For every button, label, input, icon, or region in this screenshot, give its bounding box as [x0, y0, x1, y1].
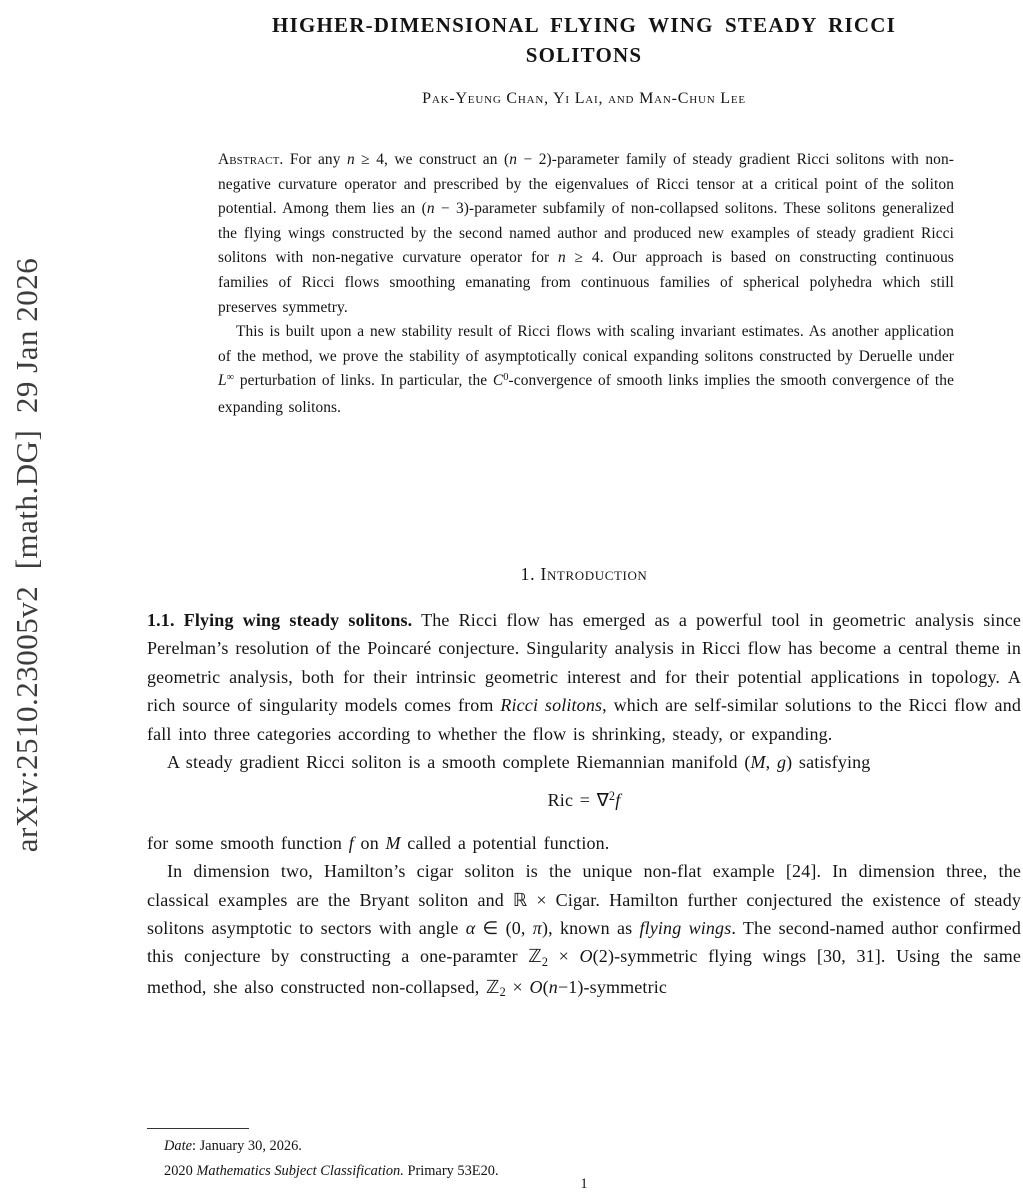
footnote-date	[147, 1134, 1021, 1159]
text-segment: − 3)-parameter subfamily of non-collapsed solitons. These solitons generalized the flying wings constructed by the second named author and produced new examples of steady gradient Ricci solitons with non-negative curvature operator for	[218, 200, 954, 267]
paper-content	[147, 0, 1022, 1192]
text-segment: ) satisfying	[786, 752, 871, 773]
body-paragraph-3	[147, 829, 1021, 857]
text-segment: O	[529, 976, 543, 997]
text-segment: ∈ (0,	[475, 918, 533, 939]
text-segment: . The second-named author confirmed this conjecture by constructing a one-paramter ℤ	[147, 918, 1021, 967]
page-number: 1	[580, 1176, 588, 1192]
text-segment: For any	[283, 151, 347, 168]
footnote-rule	[147, 1128, 249, 1129]
text-segment: Date	[164, 1138, 192, 1154]
text-segment: ×	[505, 976, 530, 997]
text-segment: f	[615, 790, 621, 811]
text-segment: The Ricci flow has emerged as a powerful tool in geometric analysis since Perelman’s resolution of the Poincaré conjecture. Singularity analysis in Ricci flow has become a central theme in geometric analysis, both for their intrinsic geometric interest and for their potential applications in topology. A rich source of singularity models comes from	[147, 610, 1022, 716]
text-segment: π	[532, 918, 542, 939]
text-segment: g	[776, 752, 787, 773]
text-segment: for some smooth function	[147, 832, 349, 853]
text-segment: ∞	[226, 372, 235, 384]
text-segment: , which are self-similar solutions to the Ricci flow and fall into three categories according to whether the flow is shrinking, steady, or expanding.	[147, 695, 1021, 744]
text-segment: ×	[548, 946, 580, 967]
authors-line: Pak-Yeung Chan, Yi Lai, and Man-Chun Lee	[422, 90, 746, 107]
text-segment: n	[426, 200, 435, 218]
text-segment: f	[348, 832, 354, 853]
text-segment: ≥ 4, we construct an (	[354, 151, 510, 168]
text-segment: : January 30, 2026.	[191, 1138, 302, 1154]
text-segment: −1)-symmetric	[557, 976, 668, 997]
text-segment: Mathematics Subject Classification.	[196, 1162, 404, 1179]
introduction-body	[147, 606, 1021, 1003]
text-segment: ,	[765, 752, 777, 773]
text-segment: on	[353, 832, 386, 853]
text-segment: 0	[503, 372, 509, 384]
text-segment: flying wings	[639, 918, 732, 939]
text-segment: M	[750, 752, 766, 773]
text-segment: M	[385, 832, 401, 853]
text-segment: n	[346, 151, 355, 168]
text-segment: A steady gradient Ricci soliton is a smooth complete Riemannian manifold (	[167, 752, 751, 773]
text-segment: 2	[499, 984, 506, 999]
body-paragraph-2	[147, 748, 1021, 776]
text-segment: n	[548, 976, 558, 997]
text-segment: C	[492, 372, 504, 390]
text-segment: 1.1. Flying wing steady solitons.	[147, 610, 413, 630]
text-segment: O	[579, 946, 593, 967]
text-segment: -convergence of smooth links implies the smooth convergence of the expanding solitons.	[218, 372, 955, 416]
text-segment: Ric = ∇	[547, 790, 609, 811]
footnote-block	[147, 1128, 1021, 1183]
body-paragraph-1	[147, 606, 1021, 748]
text-segment: 2	[541, 954, 549, 969]
abstract	[218, 148, 954, 421]
abstract-paragraph-2	[218, 320, 954, 420]
text-segment: 2	[608, 789, 616, 804]
text-segment: Ricci solitons	[500, 695, 603, 716]
arxiv-watermark: arXiv:2510.23005v2 [math.DG] 29 Jan 2026	[9, 257, 44, 853]
paper-title-line-1: HIGHER-DIMENSIONAL FLYING WING STEADY RICCI	[272, 13, 896, 37]
paper-title-line-2: SOLITONS	[525, 43, 643, 67]
text-segment: perturbation of links. In particular, the	[234, 372, 493, 390]
text-segment: In dimension two, Hamilton’s cigar soliton is the unique non-flat example [24]. In dimension three, the classical examples are the Bryant soliton and ℝ × Cigar. Hamilton further conjectured the existence of steady solitons asymptotic to sectors with angle	[147, 861, 1021, 939]
text-segment: Primary 53E20.	[403, 1162, 499, 1179]
text-segment: n	[558, 249, 566, 267]
text-segment: Abstract.	[218, 151, 284, 168]
abstract-paragraph-1	[218, 148, 954, 320]
text-segment: n	[509, 151, 517, 168]
text-segment: (2)-symmetric flying wings [30, 31]. Using the same method, she also constructed non-collapsed, ℤ	[147, 946, 1021, 997]
text-segment: − 2)-parameter family of steady gradient Ricci solitons with non-negative curvature operator and prescribed by the eigenvalues of Ricci tensor at a critical point of the soliton potential. Among them lies an (	[218, 151, 955, 218]
text-segment: α	[465, 918, 476, 939]
text-segment: 2020	[164, 1162, 197, 1179]
text-segment: This is built upon a new stability result of Ricci flows with scaling invariant estimates. As another application of the method, we prove the stability of asymptotically conical expanding solitons constructed by Deruelle under	[218, 323, 954, 365]
text-segment: ), known as	[541, 918, 640, 939]
text-segment: called a potential function.	[400, 832, 610, 853]
paper-title	[147, 10, 1021, 70]
text-segment: ≥ 4. Our approach is based on constructing continuous families of Ricci flows smoothing emanating from continuous families of spherical polyhedra which still preserves symmetry.	[218, 249, 954, 316]
display-equation	[147, 786, 1021, 816]
text-segment: L	[218, 372, 227, 390]
body-paragraph-4	[147, 857, 1021, 1003]
section-heading-introduction: 1. Introduction	[520, 564, 648, 584]
text-segment: (	[542, 976, 549, 997]
